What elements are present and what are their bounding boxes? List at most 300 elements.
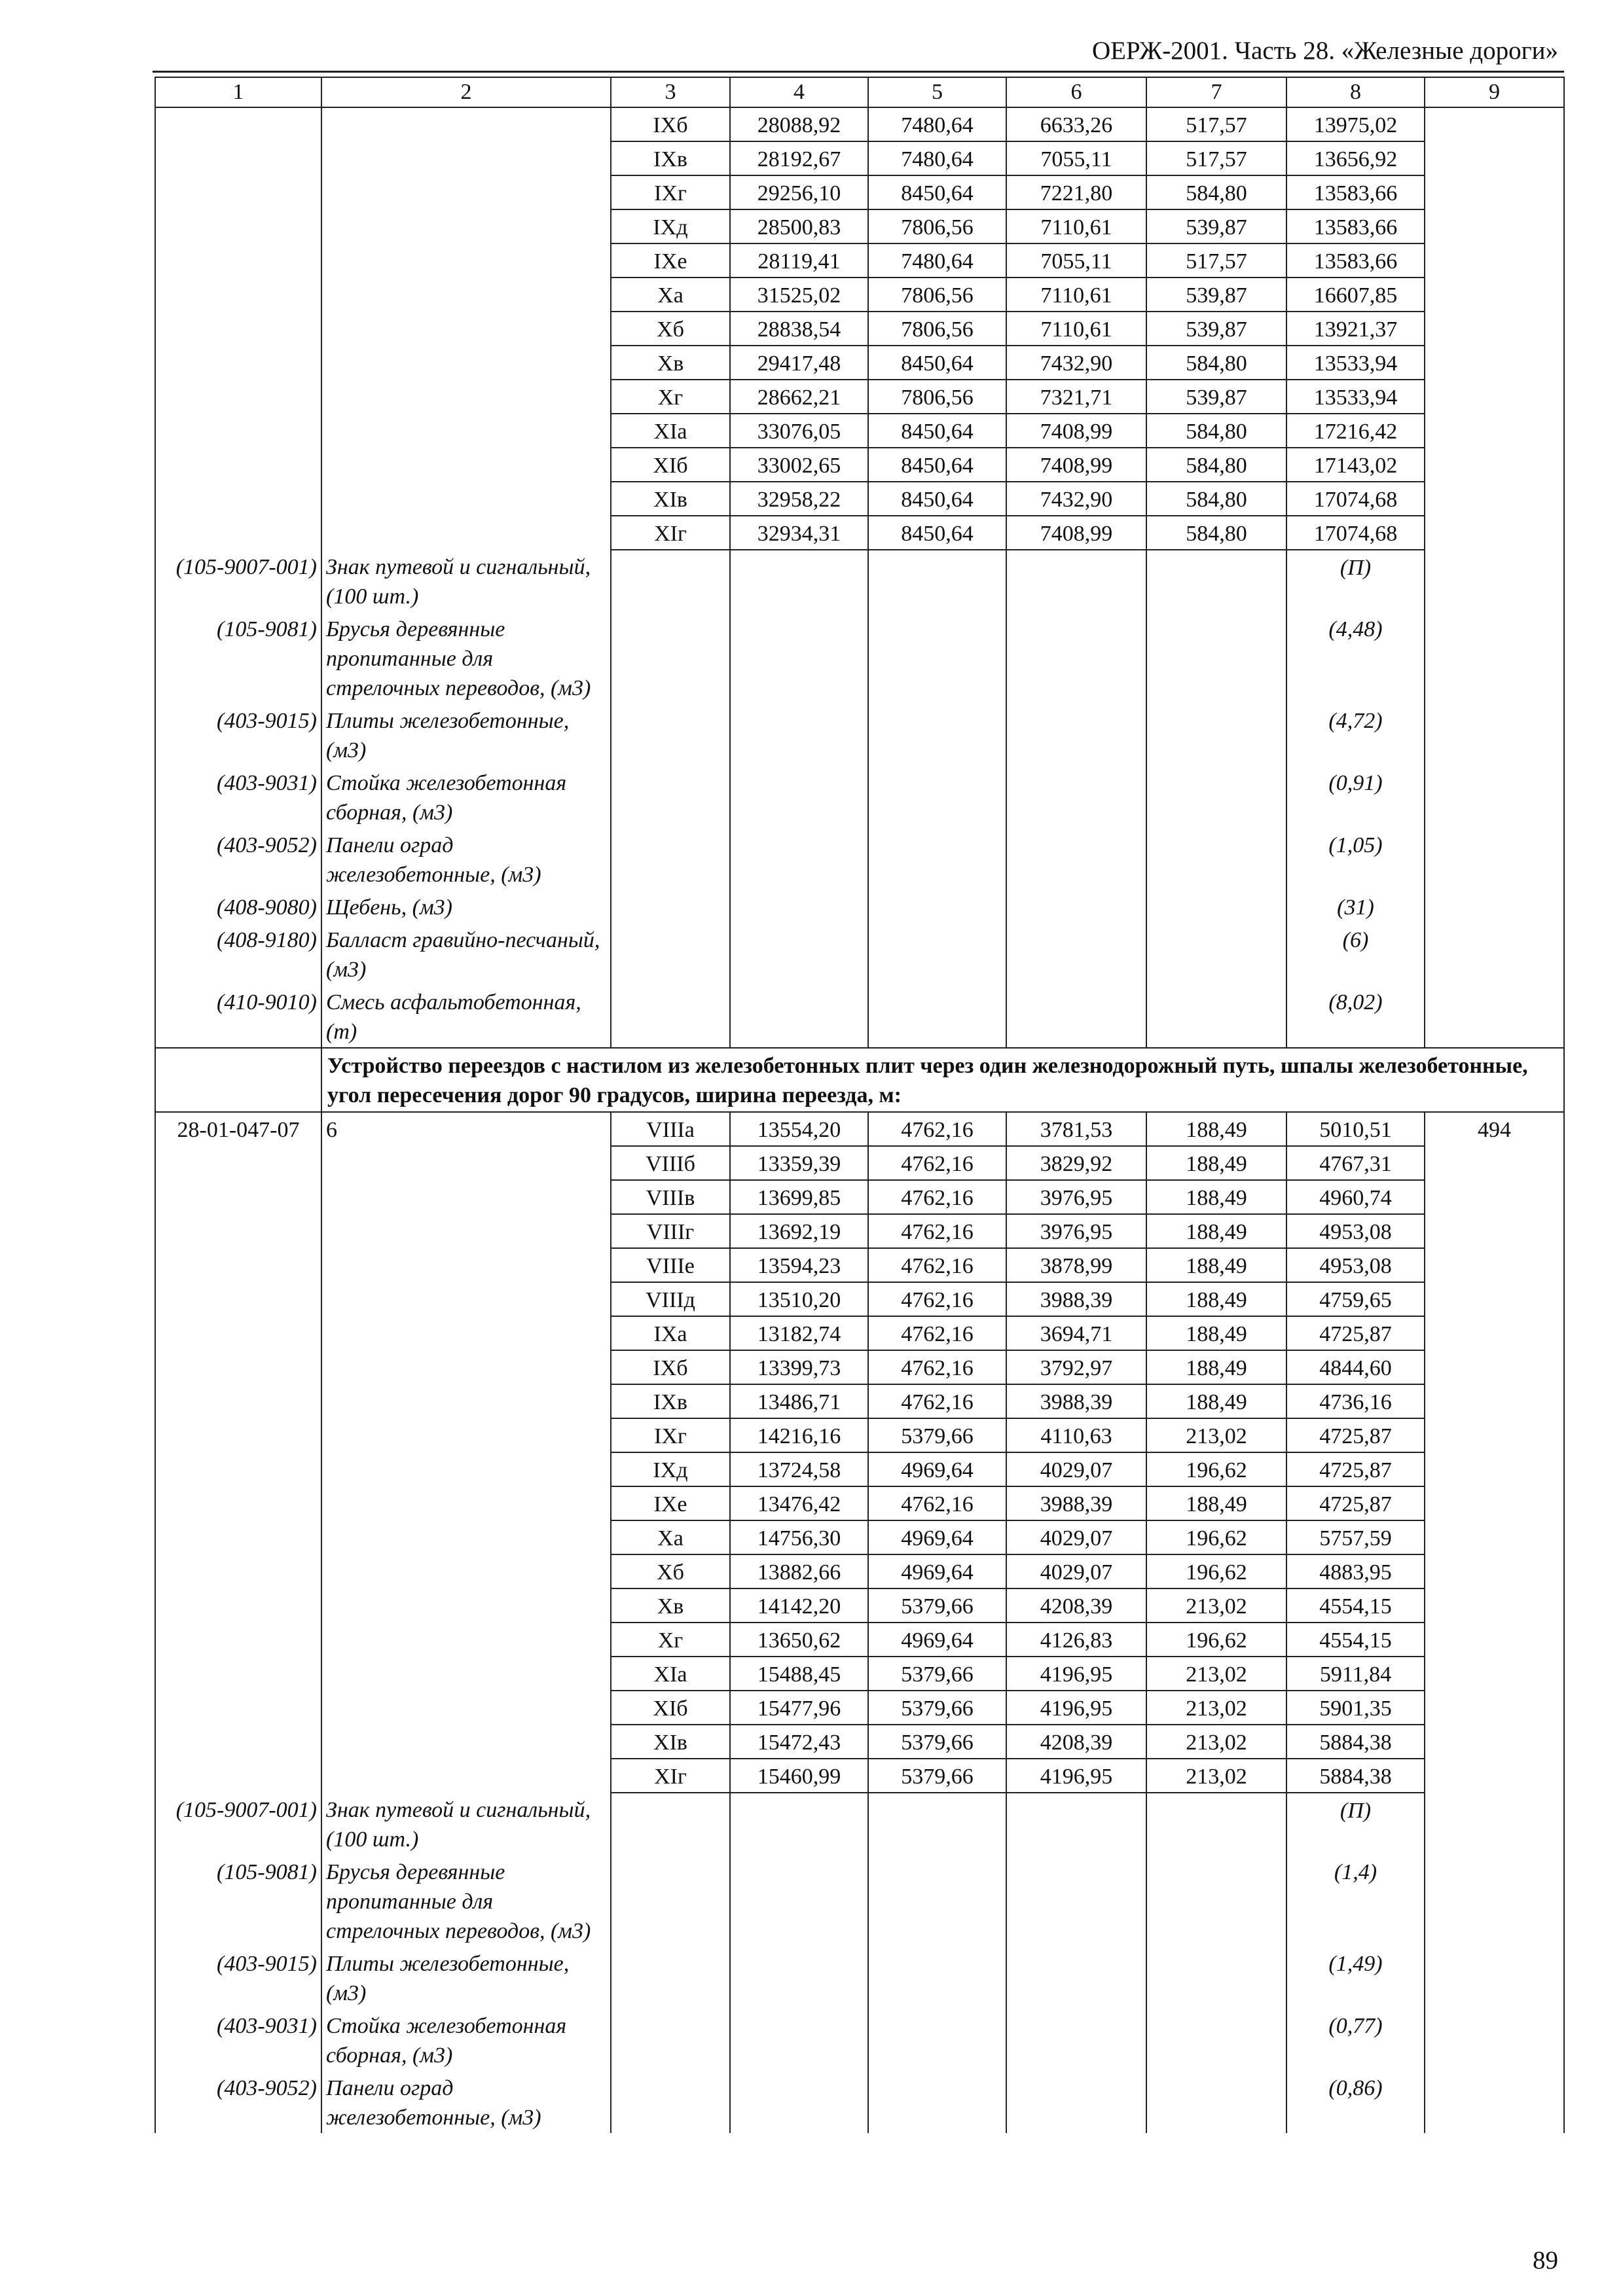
value-cell: 17074,68 xyxy=(1286,482,1425,516)
value-cell: 7806,56 xyxy=(868,380,1006,414)
empty-cell xyxy=(868,923,1006,985)
value-cell: 16607,85 xyxy=(1286,278,1425,312)
category-cell: IXе xyxy=(611,1486,730,1520)
value-cell: 7806,56 xyxy=(868,209,1006,243)
value-cell: 4725,87 xyxy=(1286,1486,1425,1520)
resource-value: (1,05) xyxy=(1286,828,1425,890)
empty-cell xyxy=(1006,704,1146,766)
value-cell: 4196,95 xyxy=(1006,1657,1146,1691)
value-cell: 539,87 xyxy=(1146,209,1286,243)
value-cell: 7408,99 xyxy=(1006,448,1146,482)
empty-cell xyxy=(1146,550,1286,612)
empty-cell xyxy=(868,1793,1006,1855)
value-cell: 4762,16 xyxy=(868,1316,1006,1350)
resource-code: (410-9010) xyxy=(155,985,321,1048)
value-cell: 539,87 xyxy=(1146,380,1286,414)
crossing-width: 6 xyxy=(321,1112,611,1793)
empty-cell xyxy=(730,890,868,923)
empty-cell xyxy=(868,985,1006,1048)
column-9-value: 494 xyxy=(1425,1112,1564,2133)
resource-row xyxy=(155,985,1564,1048)
category-cell: Xв xyxy=(611,346,730,380)
value-cell: 188,49 xyxy=(1146,1112,1286,1146)
resource-row xyxy=(155,1855,1564,1946)
value-cell: 7055,11 xyxy=(1006,243,1146,278)
value-cell: 13594,23 xyxy=(730,1248,868,1282)
empty-cell xyxy=(730,923,868,985)
value-cell: 4762,16 xyxy=(868,1180,1006,1214)
resource-row xyxy=(155,2009,1564,2071)
column-number: 6 xyxy=(1006,77,1146,107)
empty-cell xyxy=(611,985,730,1048)
empty-cell xyxy=(730,2009,868,2071)
resource-value: (6) xyxy=(1286,923,1425,985)
value-cell: 213,02 xyxy=(1146,1657,1286,1691)
value-cell: 5884,38 xyxy=(1286,1725,1425,1759)
empty-cell xyxy=(1006,612,1146,704)
category-cell: IXб xyxy=(611,107,730,141)
empty-cell xyxy=(1146,1855,1286,1946)
value-cell: 28192,67 xyxy=(730,141,868,175)
category-cell: IXв xyxy=(611,141,730,175)
value-cell: 6633,26 xyxy=(1006,107,1146,141)
value-cell: 14216,16 xyxy=(730,1418,868,1452)
empty-cell xyxy=(1146,704,1286,766)
resource-row xyxy=(155,766,1564,828)
value-cell: 8450,64 xyxy=(868,516,1006,550)
value-cell: 188,49 xyxy=(1146,1248,1286,1282)
value-cell: 13182,74 xyxy=(730,1316,868,1350)
resource-name: Брусья деревянные пропитанные для стрелочных переводов, (м3) xyxy=(321,612,611,704)
value-cell: 4208,39 xyxy=(1006,1725,1146,1759)
value-cell: 7055,11 xyxy=(1006,141,1146,175)
value-cell: 13399,73 xyxy=(730,1350,868,1384)
empty-cell xyxy=(611,1946,730,2009)
empty-cell xyxy=(1006,985,1146,1048)
resource-value: (1,4) xyxy=(1286,1855,1425,1946)
value-cell: 7480,64 xyxy=(868,107,1006,141)
value-cell: 5884,38 xyxy=(1286,1759,1425,1793)
empty-cell xyxy=(1006,2071,1146,2133)
value-cell: 5379,66 xyxy=(868,1691,1006,1725)
value-cell: 7480,64 xyxy=(868,243,1006,278)
resource-name: Панели оград железобетонные, (м3) xyxy=(321,828,611,890)
value-cell: 4725,87 xyxy=(1286,1418,1425,1452)
value-cell: 5911,84 xyxy=(1286,1657,1425,1691)
category-cell: IXг xyxy=(611,1418,730,1452)
value-cell: 213,02 xyxy=(1146,1691,1286,1725)
resource-code: (403-9015) xyxy=(155,1946,321,2009)
value-cell: 188,49 xyxy=(1146,1486,1286,1520)
resource-name: Панели оград железобетонные, (м3) xyxy=(321,2071,611,2133)
resource-value: (П) xyxy=(1286,550,1425,612)
empty-cell xyxy=(1146,828,1286,890)
value-cell: 584,80 xyxy=(1146,482,1286,516)
value-cell: 7110,61 xyxy=(1006,312,1146,346)
value-cell: 33002,65 xyxy=(730,448,868,482)
resource-name: Знак путевой и сигнальный, (100 шт.) xyxy=(321,550,611,612)
value-cell: 196,62 xyxy=(1146,1623,1286,1657)
resource-value: (0,77) xyxy=(1286,2009,1425,2071)
resource-row xyxy=(155,2071,1564,2133)
value-cell: 4029,07 xyxy=(1006,1452,1146,1486)
value-cell: 17074,68 xyxy=(1286,516,1425,550)
value-cell: 8450,64 xyxy=(868,346,1006,380)
resource-value: (0,86) xyxy=(1286,2071,1425,2133)
value-cell: 196,62 xyxy=(1146,1452,1286,1486)
value-cell: 33076,05 xyxy=(730,414,868,448)
value-cell: 584,80 xyxy=(1146,448,1286,482)
resource-name: Плиты железобетонные, (м3) xyxy=(321,1946,611,2009)
empty-cell xyxy=(1146,2009,1286,2071)
value-cell: 4725,87 xyxy=(1286,1452,1425,1486)
value-cell: 7408,99 xyxy=(1006,516,1146,550)
value-cell: 4196,95 xyxy=(1006,1691,1146,1725)
resource-name: Брусья деревянные пропитанные для стрелочных переводов, (м3) xyxy=(321,1855,611,1946)
column-number-row xyxy=(155,77,1564,107)
category-cell: IXа xyxy=(611,1316,730,1350)
empty-cell xyxy=(868,2009,1006,2071)
category-cell: VIIIг xyxy=(611,1214,730,1248)
value-cell: 188,49 xyxy=(1146,1146,1286,1180)
value-cell: 13554,20 xyxy=(730,1112,868,1146)
value-cell: 15472,43 xyxy=(730,1725,868,1759)
value-cell: 4554,15 xyxy=(1286,1623,1425,1657)
value-cell: 188,49 xyxy=(1146,1282,1286,1316)
resource-code: (403-9031) xyxy=(155,766,321,828)
empty-cell xyxy=(1006,1855,1146,1946)
category-cell: IXд xyxy=(611,1452,730,1486)
empty-cell xyxy=(1006,828,1146,890)
empty-cell xyxy=(1006,923,1146,985)
value-cell: 4762,16 xyxy=(868,1282,1006,1316)
category-cell: VIIIа xyxy=(611,1112,730,1146)
resource-code: (105-9007-001) xyxy=(155,1793,321,1855)
empty-cell xyxy=(730,1855,868,1946)
value-cell: 5379,66 xyxy=(868,1588,1006,1623)
value-cell: 7110,61 xyxy=(1006,209,1146,243)
empty-cell xyxy=(611,2071,730,2133)
resource-row xyxy=(155,828,1564,890)
value-cell: 517,57 xyxy=(1146,243,1286,278)
value-cell: 7110,61 xyxy=(1006,278,1146,312)
category-cell: XIа xyxy=(611,414,730,448)
value-cell: 3781,53 xyxy=(1006,1112,1146,1146)
value-cell: 584,80 xyxy=(1146,175,1286,209)
value-cell: 4960,74 xyxy=(1286,1180,1425,1214)
empty-cell xyxy=(611,890,730,923)
value-cell: 4762,16 xyxy=(868,1112,1006,1146)
value-cell: 13921,37 xyxy=(1286,312,1425,346)
value-cell: 188,49 xyxy=(1146,1214,1286,1248)
value-cell: 8450,64 xyxy=(868,175,1006,209)
empty-cell xyxy=(730,766,868,828)
category-cell: XIб xyxy=(611,448,730,482)
empty-cell xyxy=(730,704,868,766)
value-cell: 7408,99 xyxy=(1006,414,1146,448)
resource-row xyxy=(155,1793,1564,1855)
resource-value: (П) xyxy=(1286,1793,1425,1855)
value-cell: 4126,83 xyxy=(1006,1623,1146,1657)
table-row xyxy=(155,107,1564,141)
empty-cell xyxy=(730,1946,868,2009)
value-cell: 5379,66 xyxy=(868,1657,1006,1691)
empty-cell xyxy=(1006,2009,1146,2071)
value-cell: 13699,85 xyxy=(730,1180,868,1214)
resource-row xyxy=(155,704,1564,766)
resource-code: (408-9180) xyxy=(155,923,321,985)
category-cell: XIв xyxy=(611,482,730,516)
empty-cell xyxy=(1146,612,1286,704)
empty-cell xyxy=(868,1855,1006,1946)
section-heading: Устройство переездов с настилом из железобетонных плит через один железнодорожный путь, шпалы железобетонные, угол пересечения дорог 90 градусов, ширина переезда, м: xyxy=(321,1048,1564,1112)
resource-row xyxy=(155,550,1564,612)
category-cell: XIг xyxy=(611,1759,730,1793)
empty-cell xyxy=(1006,766,1146,828)
category-cell: VIIIе xyxy=(611,1248,730,1282)
value-cell: 4762,16 xyxy=(868,1384,1006,1418)
value-cell: 28119,41 xyxy=(730,243,868,278)
value-cell: 3976,95 xyxy=(1006,1180,1146,1214)
value-cell: 13533,94 xyxy=(1286,380,1425,414)
empty-cell xyxy=(1146,923,1286,985)
column-number: 5 xyxy=(868,77,1006,107)
value-cell: 584,80 xyxy=(1146,414,1286,448)
empty-cell xyxy=(1146,1946,1286,2009)
value-cell: 4969,64 xyxy=(868,1452,1006,1486)
page-header-title: ОЕРЖ-2001. Часть 28. «Железные дороги» xyxy=(1091,37,1558,65)
description-cell xyxy=(321,107,611,550)
value-cell: 4196,95 xyxy=(1006,1759,1146,1793)
value-cell: 3694,71 xyxy=(1006,1316,1146,1350)
empty-cell xyxy=(611,923,730,985)
value-cell: 8450,64 xyxy=(868,448,1006,482)
category-cell: IXе xyxy=(611,243,730,278)
column-number: 8 xyxy=(1286,77,1425,107)
empty-cell xyxy=(868,1946,1006,2009)
resource-code: (105-9081) xyxy=(155,612,321,704)
value-cell: 15477,96 xyxy=(730,1691,868,1725)
value-cell: 188,49 xyxy=(1146,1316,1286,1350)
resource-code: (105-9081) xyxy=(155,1855,321,1946)
category-cell: IXв xyxy=(611,1384,730,1418)
value-cell: 13650,62 xyxy=(730,1623,868,1657)
category-cell: IXб xyxy=(611,1350,730,1384)
empty-cell xyxy=(730,550,868,612)
value-cell: 4725,87 xyxy=(1286,1316,1425,1350)
resource-row xyxy=(155,890,1564,923)
value-cell: 7432,90 xyxy=(1006,346,1146,380)
empty-cell xyxy=(730,612,868,704)
value-cell: 13476,42 xyxy=(730,1486,868,1520)
value-cell: 8450,64 xyxy=(868,414,1006,448)
column-number: 2 xyxy=(321,77,611,107)
value-cell: 539,87 xyxy=(1146,278,1286,312)
category-cell: Xа xyxy=(611,278,730,312)
value-cell: 4762,16 xyxy=(868,1486,1006,1520)
resource-code: (403-9015) xyxy=(155,704,321,766)
empty-cell xyxy=(730,2071,868,2133)
value-cell: 17216,42 xyxy=(1286,414,1425,448)
value-cell: 584,80 xyxy=(1146,346,1286,380)
empty-cell xyxy=(1146,766,1286,828)
value-cell: 517,57 xyxy=(1146,141,1286,175)
empty-cell xyxy=(868,550,1006,612)
resource-code: (403-9052) xyxy=(155,2071,321,2133)
resource-code: (408-9080) xyxy=(155,890,321,923)
value-cell: 4762,16 xyxy=(868,1214,1006,1248)
value-cell: 32934,31 xyxy=(730,516,868,550)
resource-row xyxy=(155,923,1564,985)
value-cell: 13486,71 xyxy=(730,1384,868,1418)
value-cell: 3829,92 xyxy=(1006,1146,1146,1180)
value-cell: 4969,64 xyxy=(868,1623,1006,1657)
resource-value: (8,02) xyxy=(1286,985,1425,1048)
resource-value: (31) xyxy=(1286,890,1425,923)
empty-cell xyxy=(868,828,1006,890)
value-cell: 5010,51 xyxy=(1286,1112,1425,1146)
empty-cell xyxy=(868,2071,1006,2133)
page-number: 89 xyxy=(1533,2246,1558,2274)
empty-cell xyxy=(1006,890,1146,923)
resource-name: Щебень, (м3) xyxy=(321,890,611,923)
column-number: 7 xyxy=(1146,77,1286,107)
value-cell: 3988,39 xyxy=(1006,1486,1146,1520)
value-cell: 4762,16 xyxy=(868,1350,1006,1384)
value-cell: 29417,48 xyxy=(730,346,868,380)
empty-cell xyxy=(611,1855,730,1946)
value-cell: 31525,02 xyxy=(730,278,868,312)
empty-cell xyxy=(1006,1946,1146,2009)
value-cell: 4029,07 xyxy=(1006,1554,1146,1588)
table-row xyxy=(155,1112,1564,1146)
value-cell: 517,57 xyxy=(1146,107,1286,141)
value-cell: 4767,31 xyxy=(1286,1146,1425,1180)
empty-cell xyxy=(868,766,1006,828)
value-cell: 3792,97 xyxy=(1006,1350,1146,1384)
resource-value: (4,48) xyxy=(1286,612,1425,704)
value-cell: 188,49 xyxy=(1146,1350,1286,1384)
column-number: 1 xyxy=(155,77,321,107)
value-cell: 4762,16 xyxy=(868,1248,1006,1282)
empty-cell xyxy=(730,1793,868,1855)
resource-name: Балласт гравийно-песчаный, (м3) xyxy=(321,923,611,985)
resource-row xyxy=(155,612,1564,704)
empty-cell xyxy=(730,828,868,890)
resource-code: (403-9031) xyxy=(155,2009,321,2071)
category-cell: Xб xyxy=(611,312,730,346)
category-cell: VIIIв xyxy=(611,1180,730,1214)
code-cell xyxy=(155,107,321,550)
value-cell: 4110,63 xyxy=(1006,1418,1146,1452)
empty-cell xyxy=(611,1793,730,1855)
empty-cell xyxy=(611,612,730,704)
category-cell: XIв xyxy=(611,1725,730,1759)
category-cell: IXд xyxy=(611,209,730,243)
resource-code: (105-9007-001) xyxy=(155,550,321,612)
value-cell: 5901,35 xyxy=(1286,1691,1425,1725)
value-cell: 13583,66 xyxy=(1286,243,1425,278)
value-cell: 539,87 xyxy=(1146,312,1286,346)
empty-cell xyxy=(1146,890,1286,923)
value-cell: 213,02 xyxy=(1146,1588,1286,1623)
empty-cell xyxy=(611,704,730,766)
column-number: 3 xyxy=(611,77,730,107)
value-cell: 4969,64 xyxy=(868,1520,1006,1554)
section-heading-row xyxy=(155,1048,1564,1112)
category-cell: Xв xyxy=(611,1588,730,1623)
category-cell: Xг xyxy=(611,1623,730,1657)
category-cell: IXг xyxy=(611,175,730,209)
value-cell: 28500,83 xyxy=(730,209,868,243)
resource-value: (0,91) xyxy=(1286,766,1425,828)
value-cell: 13692,19 xyxy=(730,1214,868,1248)
empty-cell xyxy=(611,828,730,890)
empty-cell xyxy=(1006,550,1146,612)
value-cell: 3988,39 xyxy=(1006,1384,1146,1418)
value-cell: 196,62 xyxy=(1146,1520,1286,1554)
value-cell: 7806,56 xyxy=(868,278,1006,312)
value-cell: 13583,66 xyxy=(1286,209,1425,243)
empty-cell xyxy=(611,2009,730,2071)
value-cell: 4969,64 xyxy=(868,1554,1006,1588)
resource-code: (403-9052) xyxy=(155,828,321,890)
value-cell: 29256,10 xyxy=(730,175,868,209)
heading-code-cell xyxy=(155,1048,321,1112)
value-cell: 4029,07 xyxy=(1006,1520,1146,1554)
category-cell: Xа xyxy=(611,1520,730,1554)
resource-row xyxy=(155,1946,1564,2009)
value-cell: 188,49 xyxy=(1146,1384,1286,1418)
empty-cell xyxy=(868,890,1006,923)
empty-cell xyxy=(1146,2071,1286,2133)
value-cell: 32958,22 xyxy=(730,482,868,516)
category-cell: XIг xyxy=(611,516,730,550)
value-cell: 7480,64 xyxy=(868,141,1006,175)
value-cell: 14142,20 xyxy=(730,1588,868,1623)
empty-cell xyxy=(868,704,1006,766)
price-code: 28-01-047-07 xyxy=(155,1112,321,1793)
value-cell: 196,62 xyxy=(1146,1554,1286,1588)
value-cell: 17143,02 xyxy=(1286,448,1425,482)
resource-name: Знак путевой и сигнальный, (100 шт.) xyxy=(321,1793,611,1855)
value-cell: 14756,30 xyxy=(730,1520,868,1554)
column-9-cell xyxy=(1425,107,1564,1048)
resource-name: Стойка железобетонная сборная, (м3) xyxy=(321,766,611,828)
value-cell: 188,49 xyxy=(1146,1180,1286,1214)
value-cell: 3988,39 xyxy=(1006,1282,1146,1316)
value-cell: 584,80 xyxy=(1146,516,1286,550)
empty-cell xyxy=(868,612,1006,704)
value-cell: 15488,45 xyxy=(730,1657,868,1691)
empty-cell xyxy=(611,550,730,612)
value-cell: 7432,90 xyxy=(1006,482,1146,516)
value-cell: 213,02 xyxy=(1146,1418,1286,1452)
category-cell: Xг xyxy=(611,380,730,414)
value-cell: 4759,65 xyxy=(1286,1282,1425,1316)
value-cell: 13533,94 xyxy=(1286,346,1425,380)
value-cell: 4844,60 xyxy=(1286,1350,1425,1384)
value-cell: 5757,59 xyxy=(1286,1520,1425,1554)
column-number: 4 xyxy=(730,77,868,107)
value-cell: 7321,71 xyxy=(1006,380,1146,414)
value-cell: 3976,95 xyxy=(1006,1214,1146,1248)
category-cell: XIб xyxy=(611,1691,730,1725)
value-cell: 7806,56 xyxy=(868,312,1006,346)
value-cell: 4554,15 xyxy=(1286,1588,1425,1623)
value-cell: 13656,92 xyxy=(1286,141,1425,175)
value-cell: 4953,08 xyxy=(1286,1248,1425,1282)
